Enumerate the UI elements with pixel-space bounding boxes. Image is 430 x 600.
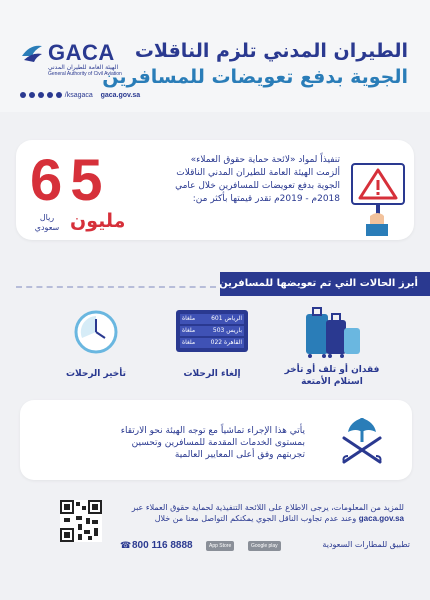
clock-icon (72, 308, 120, 356)
footer-text (114, 502, 404, 524)
header (0, 0, 430, 112)
page-title (102, 38, 408, 90)
case-label: فقدان أو تلف أو تأخر استلام الأمتعة (284, 365, 380, 387)
title-line-2: الجوية بدفع تعويضات للمسافرين (102, 66, 408, 88)
facebook-icon[interactable] (47, 92, 53, 98)
stat-description: تنفيذاً لمواد «لائحة حماية حقوق العملاء» ألزمت الهيئة العامة للطيران المدني الناقلات الجوية بدفع تعويضات للمسافرين خلال عامي 2018م - 2019م تقدر قيمتها بأكثر من: (175, 155, 340, 204)
board-route: 022 القاهرة (210, 339, 242, 346)
info-text: يأتي هذا الإجراء تماشياً مع توجه الهيئة نحو الارتقاء بمستوى الخدمات المقدمة للمسافرين وتحسين تجربتهم وفق أعلى المعايير العالمية (120, 426, 305, 460)
board-status: ملغاة (182, 327, 196, 334)
app-label: تطبيق للمطارات السعودية (322, 540, 410, 549)
logo-subtitle-ar: الهيئة العامة للطيران المدني (48, 64, 119, 71)
gaca-emblem-icon (20, 42, 44, 64)
google-play-badge[interactable]: Google play (248, 541, 281, 551)
footer-line-2: وعند عدم تجاوب الناقل الجوي يمكنكم التواصل معنا من خلال (154, 514, 357, 523)
compensation-number: 65 (30, 148, 111, 213)
saudi-emblem-icon (334, 412, 390, 468)
board-route: 503 باريس (212, 327, 242, 334)
twitter-icon[interactable] (20, 92, 26, 98)
board-row (180, 314, 244, 324)
currency-label: ريال سعودي (34, 213, 60, 232)
footer-line-1: للمزيد من المعلومات، يرجى الاطلاع على اللائحة التنفيذية لحماية حقوق العملاء عبر (131, 503, 404, 512)
case-luggage (272, 364, 392, 388)
flight-board-icon (176, 310, 248, 352)
board-row (180, 338, 244, 348)
qr-code[interactable] (60, 500, 102, 542)
board-status: ملغاة (182, 315, 196, 322)
compensation-unit: مليون (70, 210, 126, 232)
section-heading: أبرز الحالات التي تم تعويضها للمسافرين (220, 272, 430, 296)
instagram-icon[interactable] (38, 92, 44, 98)
linkedin-icon[interactable] (56, 92, 62, 98)
footer-website-link[interactable]: gaca.gov.sa (358, 514, 404, 523)
social-handle[interactable]: /ksagaca (64, 92, 93, 99)
case-delay (36, 368, 156, 380)
youtube-icon[interactable] (29, 92, 35, 98)
logo-text: GACA (48, 40, 115, 65)
case-cancellation (152, 368, 272, 380)
case-label: إلغاء الرحلات (183, 369, 241, 379)
logo-subtitle-en: General Authority of Civil Aviation (48, 71, 122, 77)
title-line-1: الطيران المدني تلزم الناقلات (134, 40, 408, 62)
footer-contact (120, 540, 410, 552)
warning-sign-icon (348, 160, 408, 238)
app-store-badge[interactable]: App Store (206, 541, 234, 551)
social-links (20, 92, 140, 99)
case-label: تأخير الرحلات (65, 369, 127, 379)
board-route: 601 الرياض (211, 315, 242, 322)
phone-icon: ☎ (120, 541, 132, 551)
website-link[interactable]: gaca.gov.sa (100, 92, 141, 99)
board-status: ملغاة (182, 339, 196, 346)
luggage-icon (296, 306, 366, 358)
section-divider (16, 286, 216, 288)
phone-number[interactable]: 800 116 8888 (132, 540, 193, 551)
board-row (180, 326, 244, 336)
